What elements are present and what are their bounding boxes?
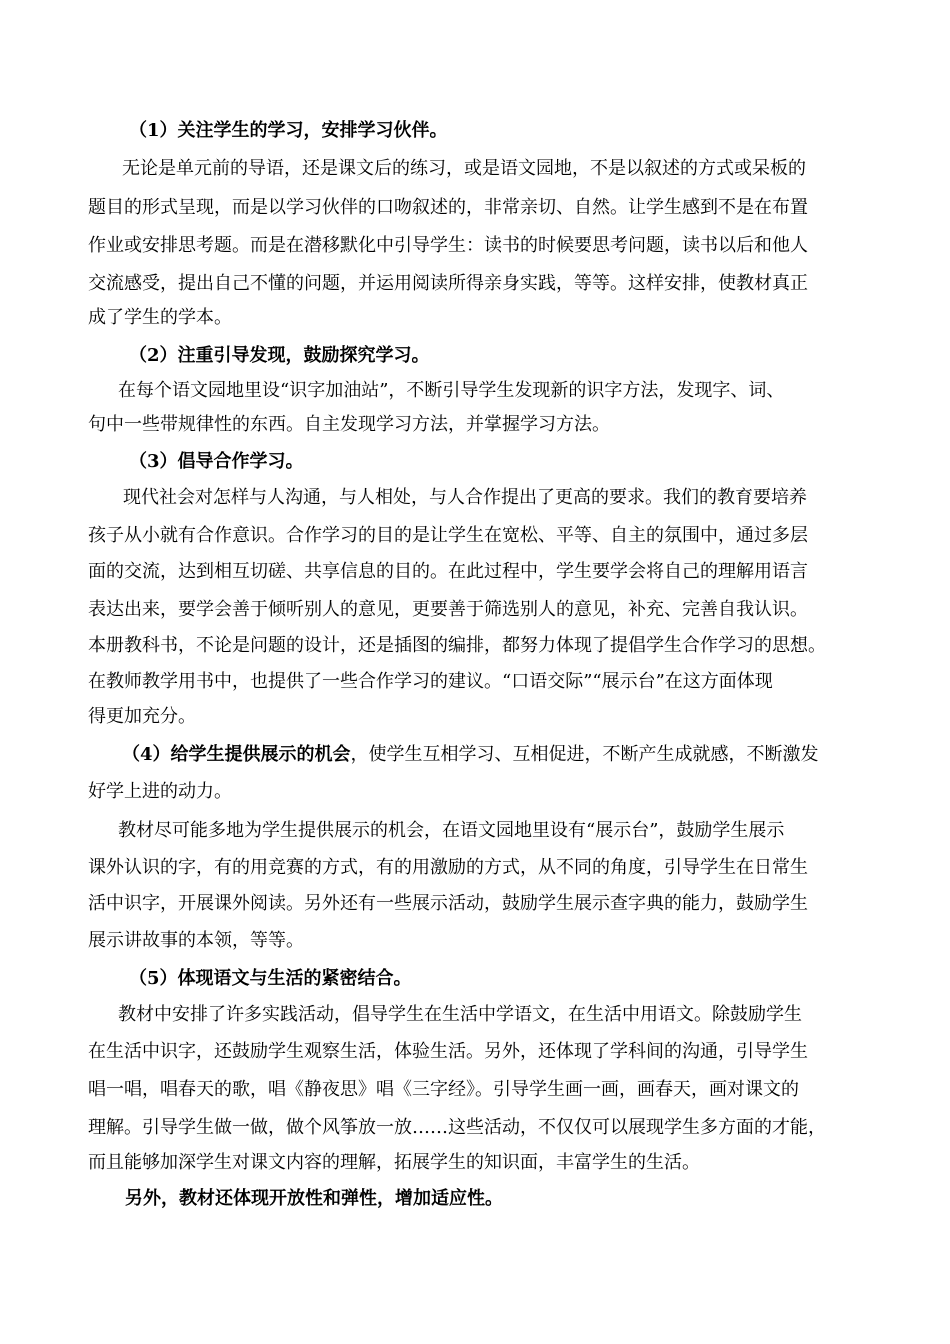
paragraph-line: 成了学生的学本。	[88, 307, 232, 328]
section-heading-5: （5）体现语文与生活的紧密结合。	[129, 968, 412, 989]
paragraph-line: 而且能够加深学生对课文内容的理解，拓展学生的知识面，丰富学生的生活。	[88, 1152, 700, 1173]
paragraph-line: 句中一些带规律性的东西。自主发现学习方法，并掌握学习方法。	[88, 414, 610, 435]
paragraph-line: 交流感受，提出自己不懂的问题，并运用阅读所得亲身实践，等等。这样安排，使教材真正	[88, 273, 808, 294]
paragraph-line: 本册教科书，不论是问题的设计，还是插图的编排，都努力体现了提倡学生合作学习的思想。	[88, 635, 826, 656]
paragraph-line: 教材中安排了许多实践活动，倡导学生在生活中学语文，在生活中用语文。除鼓励学生	[118, 1004, 802, 1025]
section-heading-4-rest: ，使学生互相学习、互相促进，不断产生成就感，不断激发	[350, 744, 819, 765]
paragraph-line: 教材尽可能多地为学生提供展示的机会，在语文园地里设有“展示台”，鼓励学生展示	[118, 820, 785, 841]
paragraph-line: 得更加充分。	[88, 706, 196, 727]
paragraph-line: 在生活中识字，还鼓励学生观察生活，体验生活。另外，还体现了学科间的沟通，引导学生	[88, 1041, 808, 1062]
paragraph-line: 面的交流，达到相互切磋、共享信息的目的。在此过程中，学生要学会将自己的理解用语言	[88, 561, 808, 582]
paragraph-line: 理解。引导学生做一做，做个风筝放一放……这些活动，不仅仅可以展现学生多方面的才能，	[88, 1117, 826, 1138]
paragraph-line: 好学上进的动力。	[88, 781, 232, 802]
section-heading-1: （1）关注学生的学习，安排学习伙伴。	[129, 120, 448, 141]
paragraph-line: 课外认识的字，有的用竞赛的方式，有的用激励的方式，从不同的角度，引导学生在日常生	[88, 857, 808, 878]
paragraph-line: 活中识字，开展课外阅读。另外还有一些展示活动，鼓励学生展示查字典的能力，鼓励学生	[88, 893, 808, 914]
paragraph-line: 展示讲故事的本领，等等。	[88, 930, 304, 951]
paragraph-line: 作业或安排思考题。而是在潜移默化中引导学生：读书的时候要思考问题，读书以后和他人	[88, 235, 808, 256]
section-heading-3: （3）倡导合作学习。	[129, 451, 304, 472]
section-heading-4-bold: （4）给学生提供展示的机会	[122, 744, 351, 765]
paragraph-line: 现代社会对怎样与人沟通，与人相处，与人合作提出了更高的要求。我们的教育要培养	[123, 487, 807, 508]
paragraph-line: 在每个语文园地里设“识字加油站”，不断引导学生发现新的识字方法，发现字、词、	[118, 380, 785, 401]
paragraph-line: 孩子从小就有合作意识。合作学习的目的是让学生在宽松、平等、自主的氛围中，通过多层	[88, 525, 808, 546]
section-heading-2: （2）注重引导发现，鼓励探究学习。	[129, 345, 430, 366]
paragraph-line: 题目的形式呈现，而是以学习伙伴的口吻叙述的，非常亲切、自然。让学生感到不是在布置	[88, 197, 808, 218]
paragraph-line: 表达出来，要学会善于倾听别人的意见，更要善于筛选别人的意见，补充、完善自我认识。	[88, 599, 808, 620]
paragraph-line: 无论是单元前的导语，还是课文后的练习，或是语文园地，不是以叙述的方式或呆板的	[122, 158, 806, 179]
paragraph-line: 在教师教学用书中，也提供了一些合作学习的建议。“口语交际”“展示台”在这方面体现	[88, 671, 773, 692]
section-heading-6: 另外，教材还体现开放性和弹性，增加适应性。	[125, 1188, 503, 1209]
section-heading-4	[122, 743, 819, 767]
paragraph-line: 唱一唱，唱春天的歌，唱《静夜思》唱《三字经》。引导学生画一画，画春天，画对课文的	[88, 1079, 799, 1100]
